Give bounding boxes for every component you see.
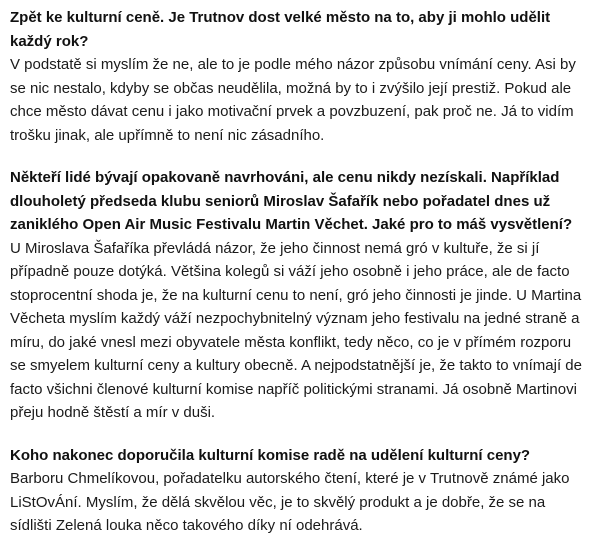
qa-block-commission-recommendation xyxy=(10,444,590,538)
qa-block-nominees-never-awarded xyxy=(10,166,590,425)
question-text: Koho nakonec doporučila kulturní komise radě na udělení kulturní ceny? xyxy=(10,446,531,464)
question-text: Zpět ke kulturní ceně. Je Trutnov dost velké město na to, aby ji mohlo udělit každý rok? xyxy=(10,9,551,50)
qa-block-culture-prize-frequency xyxy=(10,6,590,147)
answer-text: V podstatě si myslím že ne, ale to je podle mého názor způsobu vnímání ceny. Asi by se nic nestalo, kdyby se občas neudělila, možná by to i zvýšilo její prestiž. Pokud ale chce město dávat cenu i jako motivační prvek a povzbuzení, pak proč ne. Já to vidím trošku jinak, ale upřímně to není nic zásadního. xyxy=(10,56,576,144)
question-text: Někteří lidé bývají opakovaně navrhováni, ale cenu nikdy nezískali. Například dlouholetý předseda klubu seniorů Miroslav Šafařík nebo pořadatel dnes už zaniklého Open Air Music Festivalu Martin Věchet. Jaké pro to máš vysvětlení? xyxy=(10,169,573,233)
answer-text: Barboru Chmelíkovou, pořadatelku autorského čtení, které je v Trutnově známé jako LiStOvÁní. Myslím, že dělá skvělou věc, je to skvělý produkt a je dobře, že se na sídlišti Zelená louka něco takového díky ní odehrává. xyxy=(10,470,570,534)
answer-text: U Miroslava Šafaříka převládá názor, že jeho činnost nemá gró v kultuře, že si jí případně pouze dotýká. Většina kolegů si váží jeho osobně i jeho práce, ale de facto stoprocentní shoda je, že na kulturní cenu to není, gró jeho činnosti je jinde. U Martina Věcheta myslím každý váží nezpochybnitelný význam jeho festivalu na jedné straně a míru, do jaké vnesl mezi obyvatele města konflikt, tedy něco, co je v přímém rozporu se smyelem kulturní ceny a kultury obecně. A nejpodstatnější je, že takto to vnímají de facto všichni členové kulturní komise napříč politickými stranami. Já osobně Martinovi přeju hodně štěstí a mír v duši. xyxy=(10,239,582,421)
